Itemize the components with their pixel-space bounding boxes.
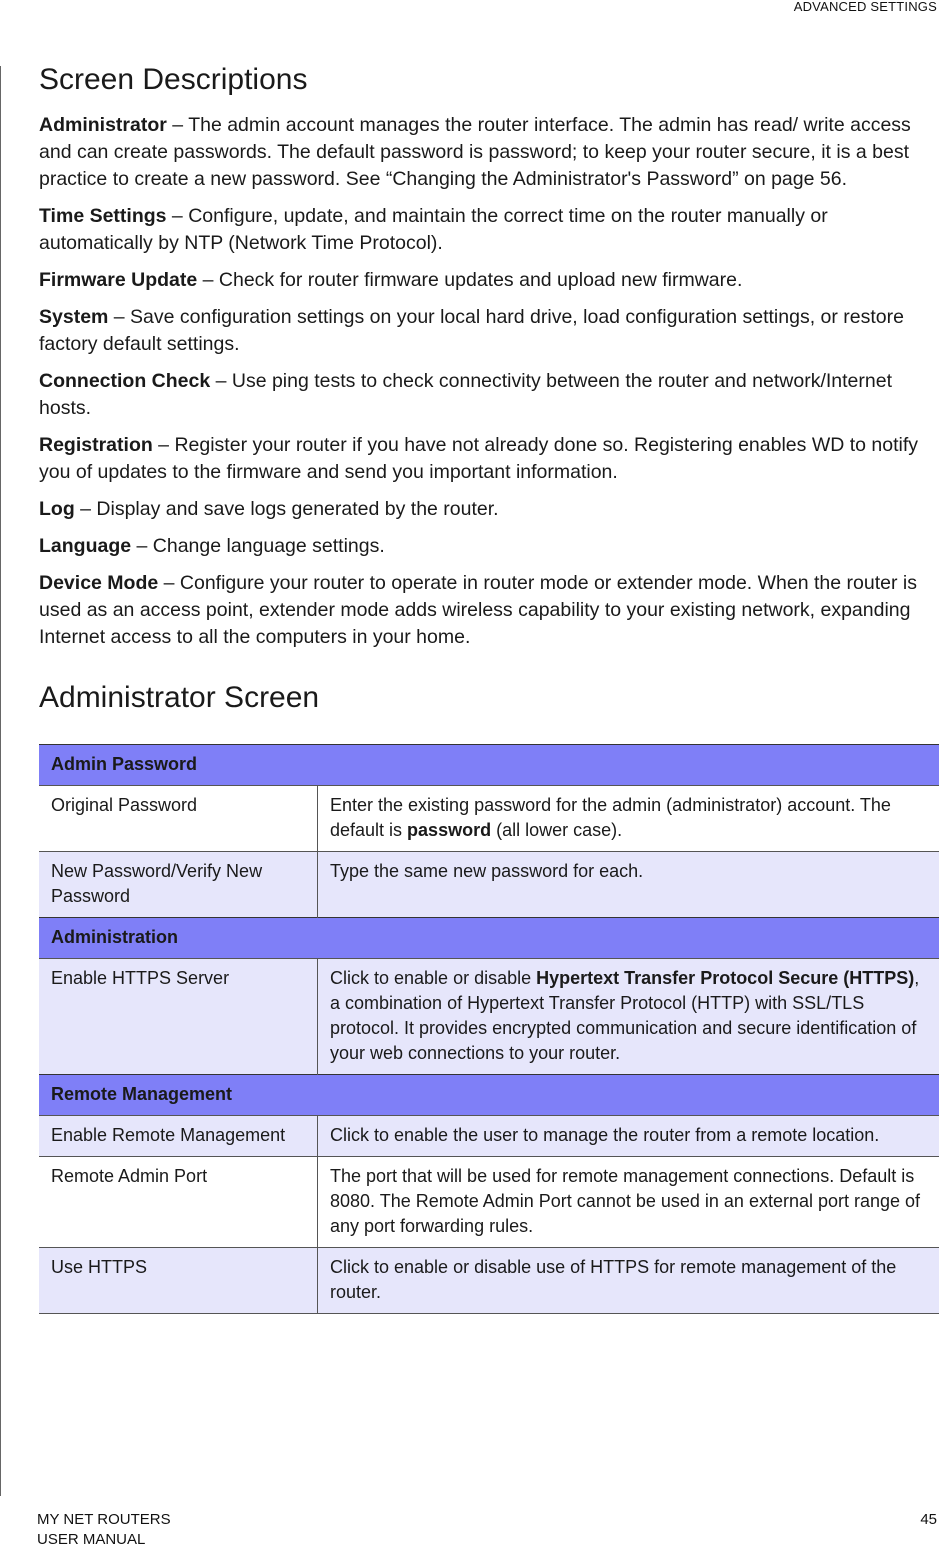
desc-text: – Use ping tests to check connectivity between the router and network/Internet hosts. [39, 370, 892, 419]
desc-administrator [39, 112, 939, 193]
desc-registration [39, 432, 939, 486]
table-section-remote-management [39, 1075, 939, 1116]
setting-label: New Password/Verify New Password [39, 852, 318, 918]
desc-text: – Check for router firmware updates and upload new firmware. [197, 269, 742, 291]
desc-term: Log [39, 498, 75, 520]
table-section-administration [39, 918, 939, 959]
desc-time-settings [39, 203, 939, 257]
desc-part: (all lower case). [491, 820, 622, 840]
table-row-use-https [39, 1248, 939, 1314]
setting-description: Type the same new password for each. [318, 852, 939, 918]
desc-text: – Configure your router to operate in router mode or extender mode. When the router is used as an access point, extender mode adds wireless capability to your existing network, expanding Internet access to all the computers in your home. [39, 572, 917, 648]
desc-term: Device Mode [39, 572, 158, 594]
footer-line-1: MY NET ROUTERS [37, 1510, 171, 1530]
table-row-new-password [39, 852, 939, 918]
left-margin-rule [0, 66, 1, 1496]
section-heading: Remote Management [39, 1075, 939, 1116]
desc-term: Registration [39, 434, 153, 456]
setting-description [318, 786, 939, 852]
setting-description: Click to enable the user to manage the router from a remote location. [318, 1116, 939, 1157]
desc-term: System [39, 306, 108, 328]
desc-text: – Change language settings. [131, 535, 385, 557]
desc-term: Connection Check [39, 370, 210, 392]
desc-text: – Register your router if you have not already done so. Registering enables WD to notify you of updates to the firmware and send you important information. [39, 434, 918, 483]
desc-term: Language [39, 535, 131, 557]
setting-label: Original Password [39, 786, 318, 852]
desc-term: Administrator [39, 114, 167, 136]
desc-language [39, 533, 939, 560]
screen-descriptions-list [39, 112, 939, 651]
page-number: 45 [920, 1510, 937, 1530]
desc-connection-check [39, 368, 939, 422]
setting-label: Enable HTTPS Server [39, 959, 318, 1075]
desc-text: – Save configuration settings on your local hard drive, load configuration settings, or restore factory default settings. [39, 306, 904, 355]
setting-label: Remote Admin Port [39, 1157, 318, 1248]
section-heading: Admin Password [39, 745, 939, 786]
desc-text: – Configure, update, and maintain the correct time on the router manually or automatically by NTP (Network Time Protocol). [39, 205, 828, 254]
table-row-https-server [39, 959, 939, 1075]
administrator-screen-heading: Administrator Screen [39, 678, 939, 718]
administrator-settings-table [39, 744, 939, 1314]
setting-description: Click to enable or disable use of HTTPS for remote management of the router. [318, 1248, 939, 1314]
desc-system [39, 304, 939, 358]
screen-descriptions-heading: Screen Descriptions [39, 60, 939, 100]
desc-term: Time Settings [39, 205, 167, 227]
table-section-admin-password [39, 745, 939, 786]
running-header: ADVANCED SETTINGS [794, 0, 937, 14]
setting-description [318, 959, 939, 1075]
table-row-original-password [39, 786, 939, 852]
setting-label: Enable Remote Management [39, 1116, 318, 1157]
footer-manual-title [37, 1510, 171, 1550]
setting-label: Use HTTPS [39, 1248, 318, 1314]
desc-part: , a combination of Hypertext Transfer Protocol (HTTP) with SSL/TLS protocol. It provides encrypted communication and secure identification of your web connections to your router. [330, 968, 919, 1063]
desc-firmware-update [39, 267, 939, 294]
table-row-enable-remote [39, 1116, 939, 1157]
desc-part: Enter the existing password for the admin (administrator) account. The default is [330, 795, 891, 840]
desc-bold: password [407, 820, 491, 840]
desc-term: Firmware Update [39, 269, 197, 291]
desc-part: Click to enable or disable [330, 968, 536, 988]
desc-text: – The admin account manages the router interface. The admin has read/ write access and can create passwords. The default password is password; to keep your router secure, it is a best practice to create a new password. See “Changing the Administrator's Password” on page 56. [39, 114, 911, 190]
page-content [39, 60, 939, 1314]
table-row-remote-admin-port [39, 1157, 939, 1248]
section-heading: Administration [39, 918, 939, 959]
desc-device-mode [39, 570, 939, 651]
desc-bold: Hypertext Transfer Protocol Secure (HTTPS) [536, 968, 914, 988]
desc-text: – Display and save logs generated by the router. [75, 498, 499, 520]
desc-log [39, 496, 939, 523]
footer-line-2: USER MANUAL [37, 1530, 171, 1550]
setting-description: The port that will be used for remote management connections. Default is 8080. The Remote Admin Port cannot be used in an external port range of any port forwarding rules. [318, 1157, 939, 1248]
